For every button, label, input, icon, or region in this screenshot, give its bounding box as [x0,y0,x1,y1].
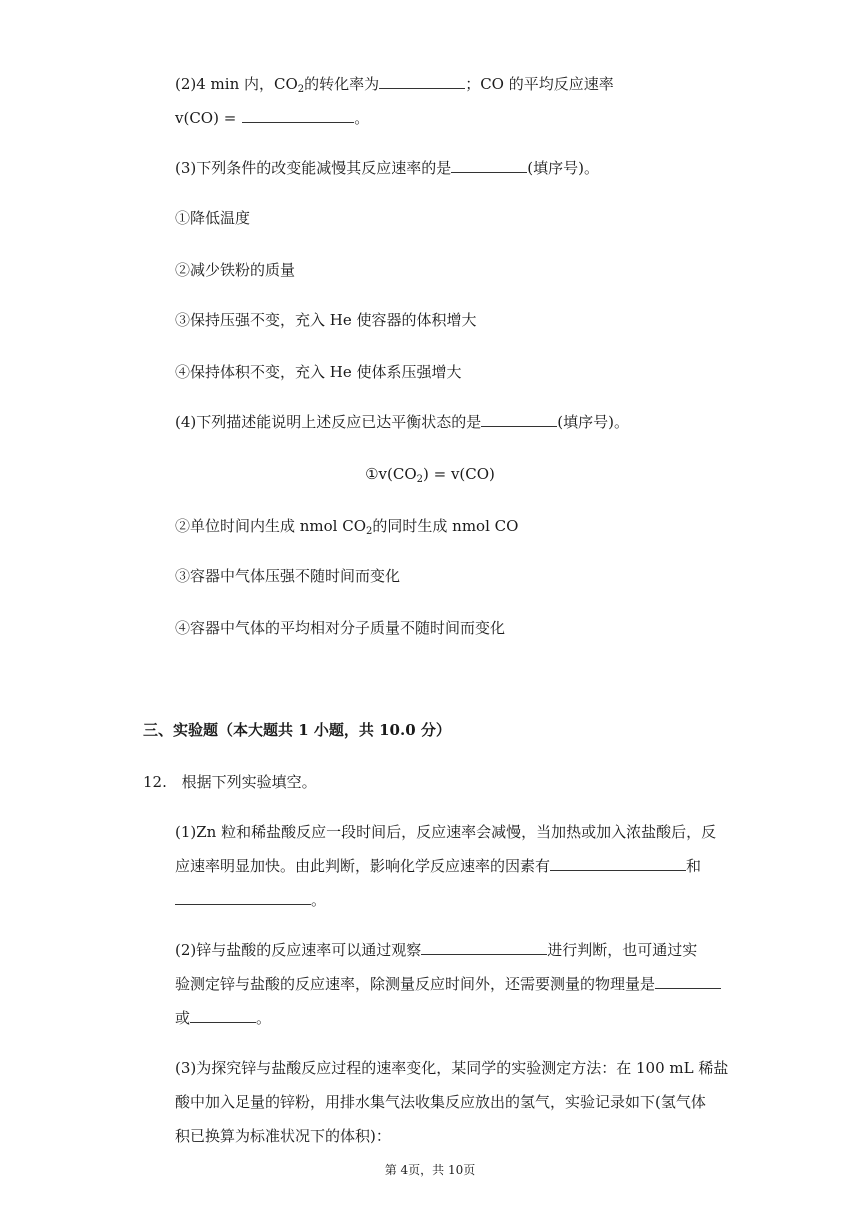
q12-part3-line3: 积已换算为标准状况下的体积)： [175,1127,391,1145]
q11-part3-option: ①降低温度 [175,209,251,227]
option-text: 的同时生成 nmol CO [372,517,519,535]
q11-part2-text-a: (2)4 min 内，CO [175,75,298,93]
answer-blank[interactable] [481,412,557,427]
paragraph-text: 。 [311,891,327,909]
q11-part2-line2 [175,108,369,128]
answer-blank[interactable] [451,158,527,173]
q12-part2-line3 [175,1008,271,1028]
q11-part4-stem-text: (4)下列描述能说明上述反应已达平衡状态的是 [175,413,482,431]
q11-part2-line1 [175,74,614,100]
q11-part4-option-3: ③容器中气体压强不随时间而变化 [175,567,401,585]
q12-part3-line1: (3)为探究锌与盐酸反应过程的速率变化，某同学的实验测定方法：在 100 mL 稀盐 [175,1059,729,1077]
question-12-stem [143,772,317,792]
formula-text: ①v(CO [365,465,417,483]
section-heading: 三、实验题（本大题共 1 小题，共 10.0 分） [143,721,451,739]
subscript: 2 [366,526,373,537]
q12-part1-line2 [175,856,701,876]
question-number: 12. [143,773,167,791]
answer-blank[interactable] [379,74,465,89]
answer-blank[interactable] [190,1008,256,1023]
q12-part3-line2: 酸中加入足量的锌粉，用排水集气法收集反应放出的氢气，实验记录如下(氢气体 [175,1093,706,1111]
question-stem-text: 根据下列实验填空。 [181,773,317,791]
q11-part3-stem [175,158,599,178]
paragraph-text: 和 [686,857,702,875]
q11-part2-text-c: ；CO 的平均反应速率 [465,75,614,93]
q11-part4-option-4: ④容器中气体的平均相对分子质量不随时间而变化 [175,619,506,637]
paragraph-text: 。 [256,1009,272,1027]
q12-part2-line2 [175,974,721,994]
paragraph-text: 验测定锌与盐酸的反应速率，除测量反应时间外，还需要测量的物理量是 [175,975,656,993]
subscript: 2 [297,84,305,95]
formula-text: ) = v(CO) [423,465,495,483]
answer-blank[interactable] [655,974,721,989]
q11-part2-text-b: 的转化率为 [304,75,380,93]
q11-part4-stem [175,412,629,432]
q11-part3-stem-text: (3)下列条件的改变能减慢其反应速率的是 [175,159,452,177]
option-text: ②单位时间内生成 nmol CO [175,517,367,535]
q11-part4-stem-suffix: (填序号)。 [557,413,629,431]
paragraph-text: (2)锌与盐酸的反应速率可以通过观察 [175,941,422,959]
answer-blank[interactable] [175,890,311,905]
subscript: 2 [416,474,423,485]
q12-part1-line3 [175,890,326,910]
q11-part3-option: ②减少铁粉的质量 [175,261,296,279]
paragraph-text: 进行判断，也可通过实 [547,941,698,959]
q11-part4-option-1 [0,464,860,490]
answer-blank[interactable] [550,856,686,871]
q11-part2-text-e: 。 [354,109,370,127]
q11-part3-stem-suffix: (填序号)。 [527,159,599,177]
answer-blank[interactable] [242,108,354,123]
q11-part4-option-2 [175,516,518,542]
q12-part2-line1 [175,940,697,960]
page-number-footer: 第 4页，共 10页 [384,1163,476,1177]
paragraph-text: 或 [175,1009,191,1027]
q11-part2-text-d: v(CO) = [175,109,237,127]
paragraph-text: 应速率明显加快。由此判断，影响化学反应速率的因素有 [175,857,551,875]
q11-part3-option: ③保持压强不变，充入 He 使容器的体积增大 [175,311,477,329]
q12-part1-line1: (1)Zn 粒和稀盐酸反应一段时间后，反应速率会减慢，当加热或加入浓盐酸后，反 [175,823,717,841]
q11-part3-option: ④保持体积不变，充入 He 使体系压强增大 [175,363,462,381]
answer-blank[interactable] [421,940,547,955]
